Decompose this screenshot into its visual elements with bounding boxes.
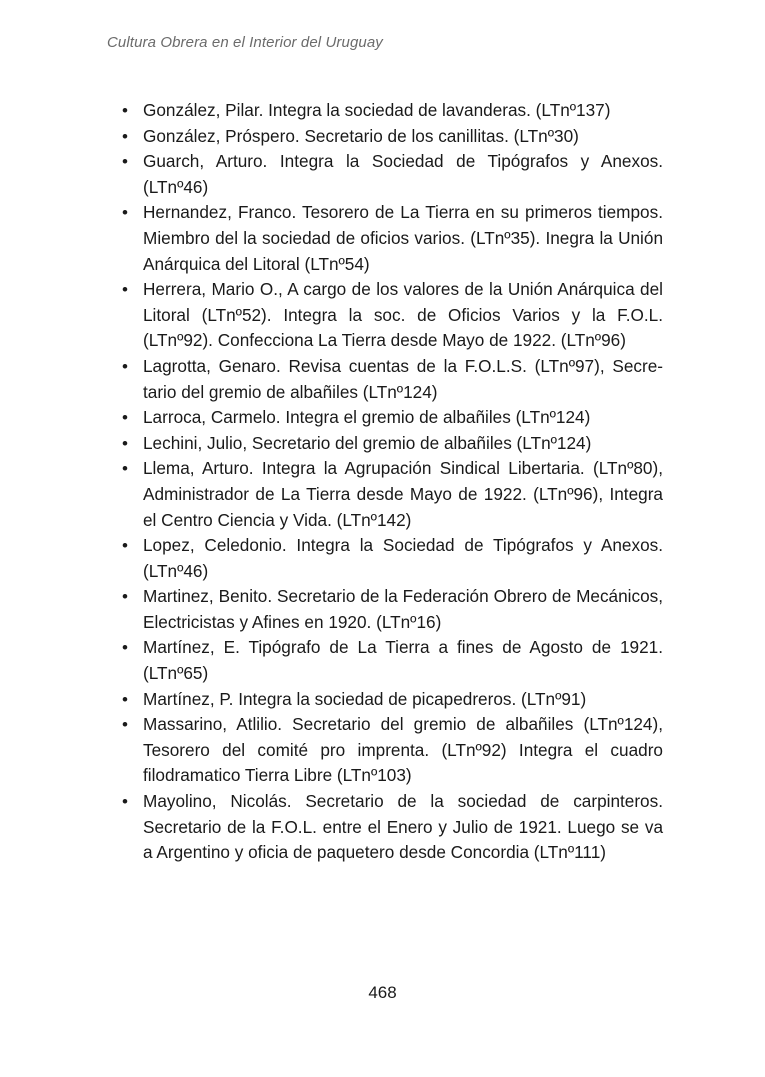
bullet-icon: • — [122, 792, 128, 812]
bullet-icon: • — [122, 689, 128, 709]
list-item — [120, 635, 663, 686]
entry-text: Lechini, Julio, Secretario del gremio de albañiles (LTnº124) — [143, 432, 592, 453]
bullet-icon: • — [122, 433, 128, 453]
entry-text: Massarino, Atlilio. Secretario del gremio de albañiles (LTnº124), Tesorero del comité pro imprenta. (LTnº92) Integra el cuadro filodramatico Tierra Libre (LTnº103) — [143, 714, 663, 786]
entry-text: Mayolino, Nicolás. Secretario de la sociedad de carpinteros. Secretario de la F.O.L. entre el Enero y Julio de 1921. Luego se va a Argentino y oficia de paquetero desde Concordia (LTnº111) — [143, 791, 663, 863]
entry-text: Martínez, E. Tipógrafo de La Tierra a fines de Agosto de 1921. (LTnº65) — [143, 637, 663, 684]
bullet-icon: • — [122, 126, 128, 146]
list-item — [120, 149, 663, 200]
bullet-icon: • — [122, 536, 128, 556]
list-item — [120, 431, 663, 457]
bullet-icon: • — [122, 587, 128, 607]
list-item — [120, 277, 663, 354]
list-item — [120, 584, 663, 635]
list-item — [120, 533, 663, 584]
entry-text: Larroca, Carmelo. Integra el gremio de albañiles (LTnº124) — [143, 407, 591, 428]
entry-text: Herrera, Mario O., A cargo de los valores de la Unión Anárquica del Litoral (LTnº52). Integra la soc. de Oficios Varios y la F.O.L. (LTnº92). Confecciona La Tierra desde Mayo de 1922. (LTnº96) — [143, 279, 663, 351]
entry-text: Hernandez, Franco. Tesorero de La Tierra en su primeros tiempos. Miembro del la sociedad de oficios varios. (LTnº35). Inegra la Unión Anárquica del Litoral (LTnº54) — [143, 202, 663, 274]
entry-text: Martinez, Benito. Secretario de la Federación Obrero de Mecánicos, Electricistas y Afines en 1920. (LTnº16) — [143, 586, 663, 632]
page-number: 468 — [368, 983, 397, 1002]
bullet-icon: • — [122, 459, 128, 479]
entry-text: Guarch, Arturo. Integra la Sociedad de Tipógrafos y Anexos. (LTnº46) — [143, 151, 663, 197]
list-item — [120, 98, 663, 124]
list-item — [120, 354, 663, 405]
list-item — [120, 124, 663, 150]
entry-text: Llema, Arturo. Integra la Agrupación Sindical Libertaria. (LTnº80), Administrador de La Tierra desde Mayo de 1922. (LTnº96), Integra el Centro Ciencia y Vida. (LTnº142) — [143, 458, 663, 530]
list-item — [120, 405, 663, 431]
bullet-icon: • — [122, 356, 128, 376]
bullet-icon: • — [122, 152, 128, 172]
running-header: Cultura Obrera en el Interior del Uruguay — [107, 34, 383, 51]
bullet-icon: • — [122, 203, 128, 223]
entry-text: Lagrotta, Genaro. Revisa cuentas de la F.O.L.S. (LTnº97), Secretario del gremio de albañiles (LTnº124) — [143, 355, 663, 402]
list-item — [120, 456, 663, 533]
entry-text: Martínez, P. Integra la sociedad de picapedreros. (LTnº91) — [143, 688, 587, 709]
bullet-icon: • — [122, 638, 128, 658]
entry-text: González, Próspero. Secretario de los canillitas. (LTnº30) — [143, 125, 579, 146]
entry-text: Lopez, Celedonio. Integra la Sociedad de Tipógrafos y Anexos. (LTnº46) — [143, 535, 663, 581]
bullet-icon: • — [122, 101, 128, 120]
list-item — [120, 687, 663, 713]
list-item — [120, 789, 663, 866]
bullet-icon: • — [122, 408, 128, 428]
bullet-icon: • — [122, 280, 128, 300]
bullet-icon: • — [122, 715, 128, 735]
entry-text: González, Pilar. Integra la sociedad de lavanderas. (LTnº137) — [143, 100, 611, 120]
entry-list — [120, 98, 663, 866]
list-item — [120, 712, 663, 789]
list-item — [120, 200, 663, 277]
